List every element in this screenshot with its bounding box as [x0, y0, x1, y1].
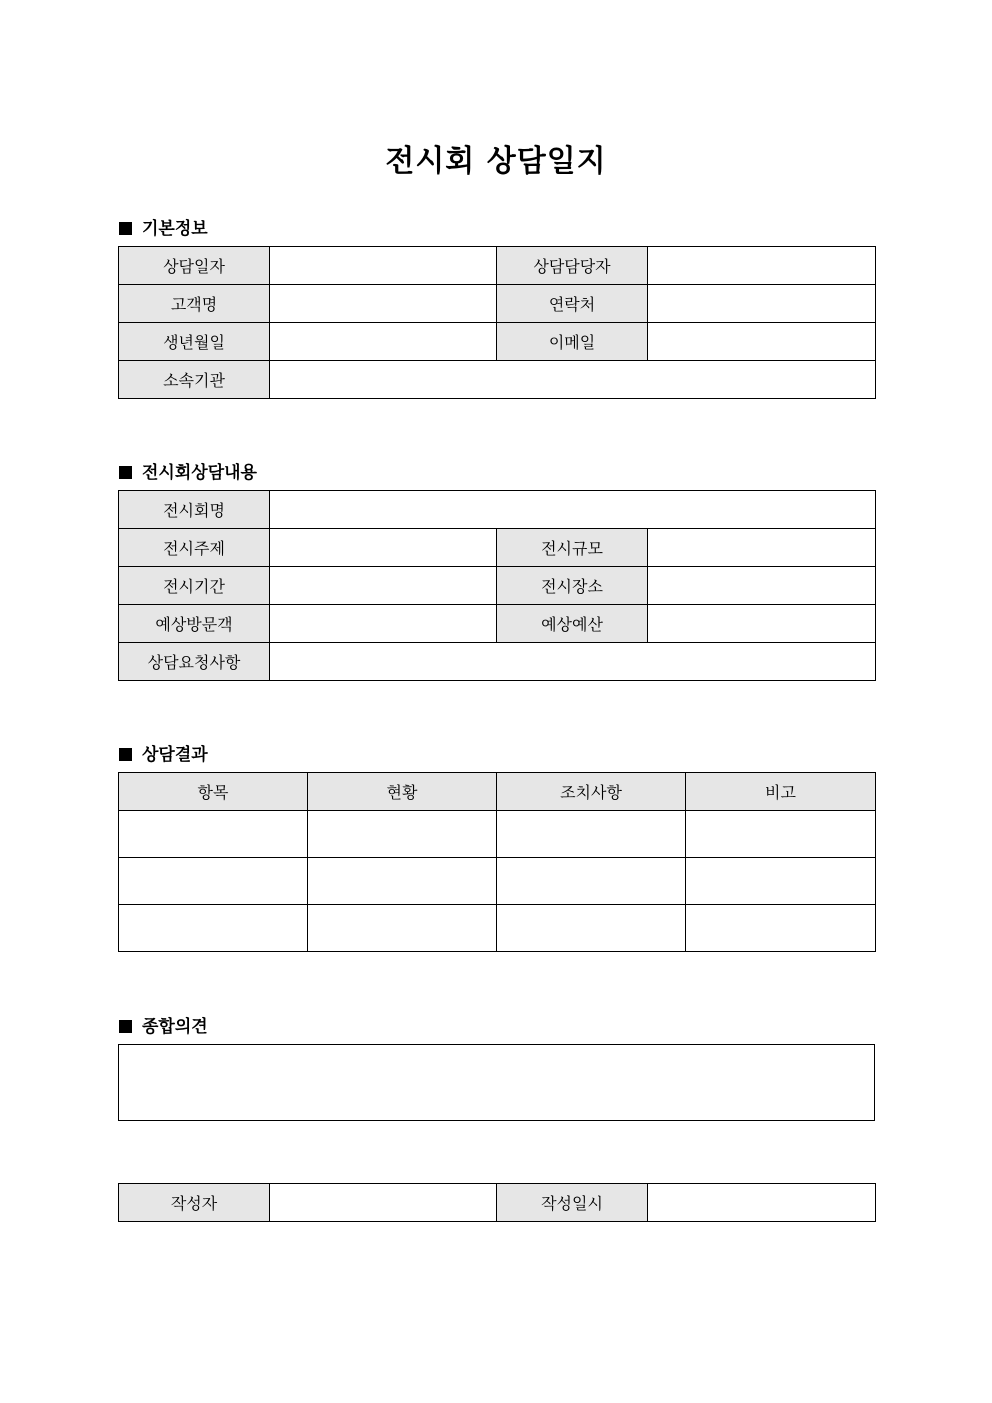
basic-info-table [118, 246, 876, 399]
exhibition-period-field[interactable] [270, 567, 497, 605]
section-title: 기본정보 [142, 219, 208, 239]
expected-visitors-field[interactable] [270, 605, 497, 643]
contact-label: 연락처 [497, 285, 648, 323]
consult-result-table [118, 772, 876, 952]
result-cell[interactable] [119, 858, 308, 905]
birthdate-field[interactable] [270, 323, 497, 361]
result-cell[interactable] [497, 858, 686, 905]
result-cell[interactable] [497, 905, 686, 952]
table-row [119, 567, 876, 605]
column-header-note: 비고 [686, 773, 876, 811]
section-title: 종합의견 [142, 1017, 208, 1037]
organization-field[interactable] [270, 361, 876, 399]
consult-content-table [118, 490, 876, 681]
exhibition-period-label: 전시기간 [119, 567, 270, 605]
table-row [119, 643, 876, 681]
email-field[interactable] [648, 323, 876, 361]
email-label: 이메일 [497, 323, 648, 361]
author-label: 작성자 [119, 1184, 270, 1222]
customer-name-label: 고객명 [119, 285, 270, 323]
page-title: 전시회 상담일지 [385, 144, 607, 179]
consult-request-field[interactable] [270, 643, 876, 681]
exhibition-theme-field[interactable] [270, 529, 497, 567]
column-header-item: 항목 [119, 773, 308, 811]
section-heading-consult-result [119, 740, 208, 765]
table-row [119, 285, 876, 323]
square-bullet-icon [119, 466, 132, 479]
section-heading-consult-content [119, 458, 257, 483]
expected-budget-label: 예상예산 [497, 605, 648, 643]
section-heading-basic-info [119, 214, 208, 239]
table-row [119, 491, 876, 529]
square-bullet-icon [119, 222, 132, 235]
column-header-status: 현황 [308, 773, 497, 811]
table-row [119, 905, 876, 952]
exhibition-name-label: 전시회명 [119, 491, 270, 529]
table-header-row [119, 773, 876, 811]
contact-field[interactable] [648, 285, 876, 323]
table-row [119, 323, 876, 361]
square-bullet-icon [119, 748, 132, 761]
overall-opinion-field[interactable] [118, 1044, 875, 1121]
result-cell[interactable] [497, 811, 686, 858]
written-date-field[interactable] [648, 1184, 876, 1222]
table-row [119, 811, 876, 858]
author-table [118, 1183, 876, 1222]
result-cell[interactable] [308, 811, 497, 858]
consultant-label: 상담담당자 [497, 247, 648, 285]
exhibition-scale-field[interactable] [648, 529, 876, 567]
result-cell[interactable] [308, 905, 497, 952]
table-row [119, 605, 876, 643]
table-row [119, 858, 876, 905]
table-row [119, 361, 876, 399]
birthdate-label: 생년월일 [119, 323, 270, 361]
consult-date-field[interactable] [270, 247, 497, 285]
consult-request-label: 상담요청사항 [119, 643, 270, 681]
table-row [119, 247, 876, 285]
expected-visitors-label: 예상방문객 [119, 605, 270, 643]
exhibition-venue-label: 전시장소 [497, 567, 648, 605]
section-title: 전시회상담내용 [142, 463, 257, 483]
result-cell[interactable] [308, 858, 497, 905]
expected-budget-field[interactable] [648, 605, 876, 643]
consult-date-label: 상담일자 [119, 247, 270, 285]
column-header-action: 조치사항 [497, 773, 686, 811]
result-cell[interactable] [686, 905, 876, 952]
exhibition-scale-label: 전시규모 [497, 529, 648, 567]
customer-name-field[interactable] [270, 285, 497, 323]
organization-label: 소속기관 [119, 361, 270, 399]
section-title: 상담결과 [142, 745, 208, 765]
table-row [119, 1184, 876, 1222]
written-date-label: 작성일시 [497, 1184, 648, 1222]
exhibition-venue-field[interactable] [648, 567, 876, 605]
square-bullet-icon [119, 1020, 132, 1033]
result-cell[interactable] [686, 811, 876, 858]
consultant-field[interactable] [648, 247, 876, 285]
exhibition-theme-label: 전시주제 [119, 529, 270, 567]
section-heading-overall-opinion [119, 1012, 208, 1037]
result-cell[interactable] [119, 811, 308, 858]
result-cell[interactable] [119, 905, 308, 952]
table-row [119, 529, 876, 567]
author-field[interactable] [270, 1184, 497, 1222]
result-cell[interactable] [686, 858, 876, 905]
exhibition-name-field[interactable] [270, 491, 876, 529]
